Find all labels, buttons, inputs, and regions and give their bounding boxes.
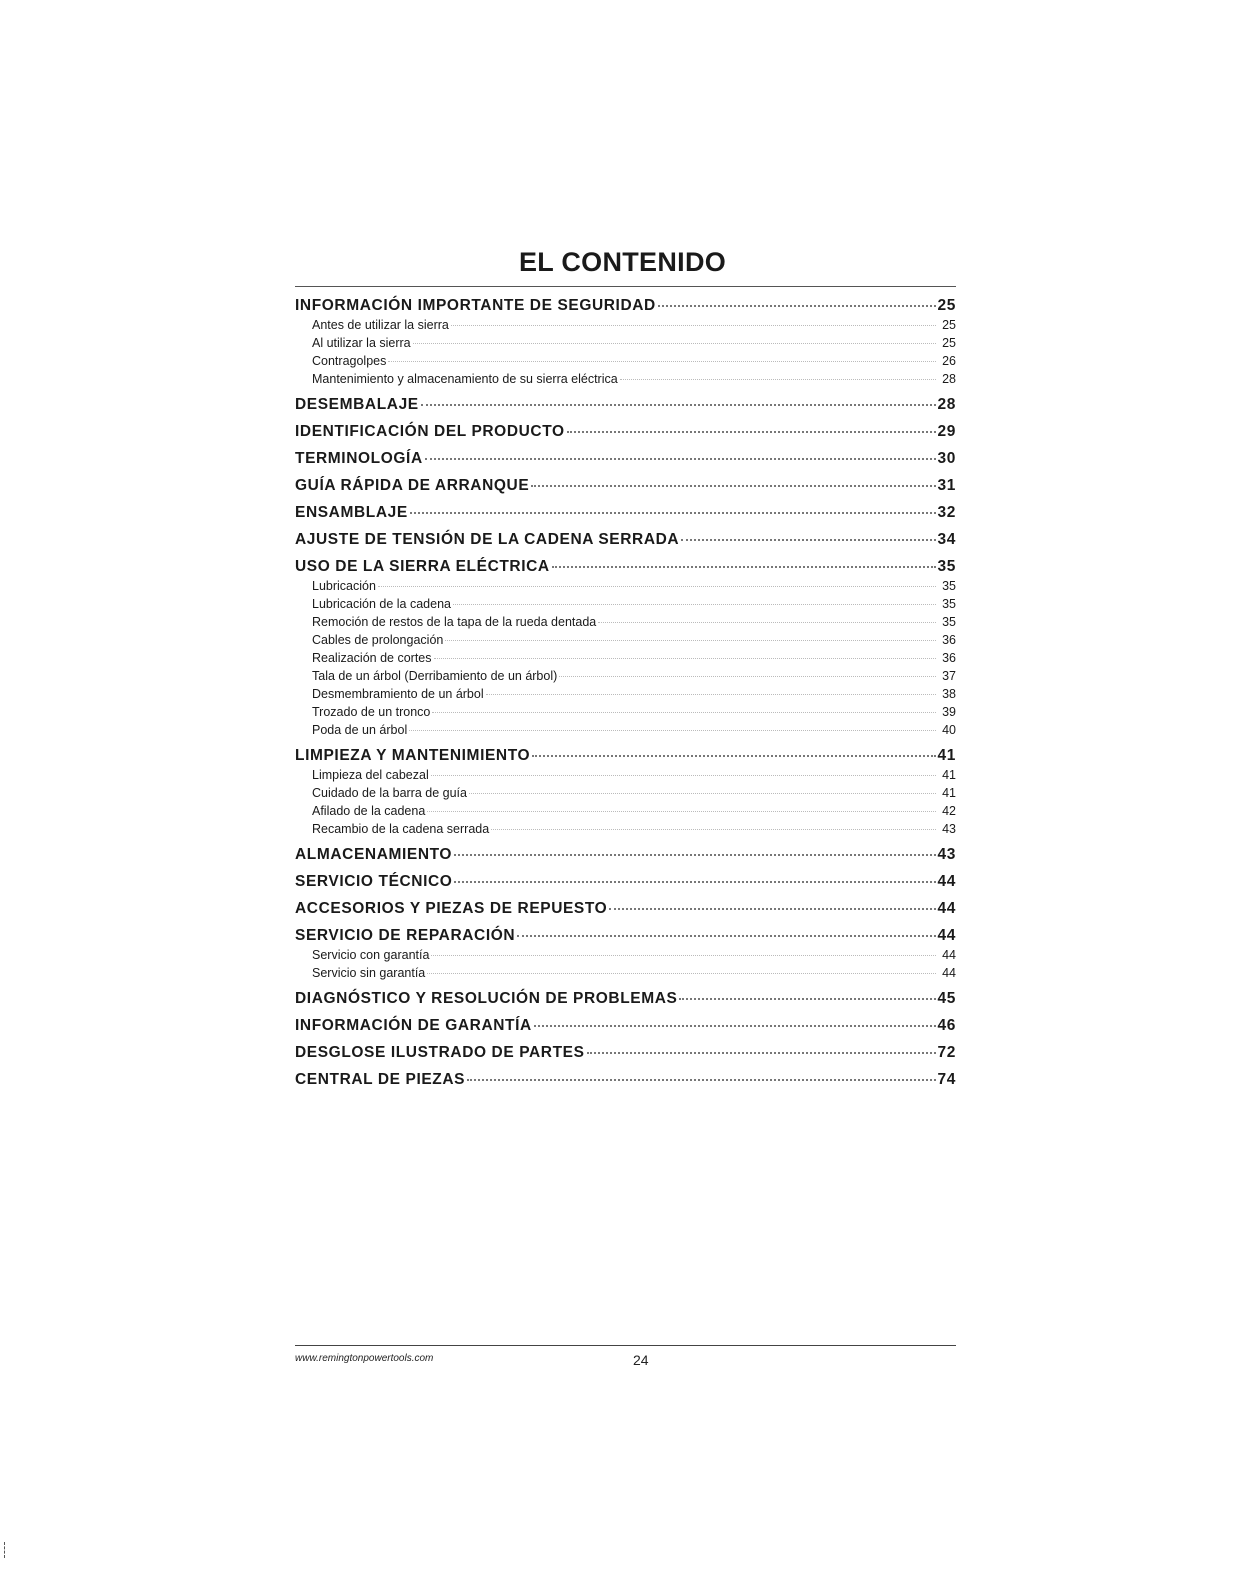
dot-leader <box>432 712 936 713</box>
toc-section-entry <box>295 989 956 1009</box>
dot-leader <box>388 361 936 362</box>
dot-leader <box>434 658 936 659</box>
toc-section-entry <box>295 1070 956 1090</box>
footer-page-number: 24 <box>633 1352 649 1368</box>
toc-entry-label: Lubricación de la cadena <box>312 597 451 611</box>
dot-leader <box>431 955 936 956</box>
toc-subsection-entry <box>295 802 956 820</box>
toc-entry-page: 32 <box>937 504 956 521</box>
toc-entry-page: 36 <box>942 633 956 647</box>
toc-subsection-entry <box>295 613 956 631</box>
dot-leader <box>620 379 936 380</box>
toc-entry-page: 26 <box>942 354 956 368</box>
toc-subsection-entry <box>295 766 956 784</box>
dot-leader <box>531 485 935 487</box>
toc-section-entry <box>295 476 956 496</box>
toc-subsection-entry <box>295 667 956 685</box>
toc-entry-page: 44 <box>942 948 956 962</box>
toc-section-entry <box>295 422 956 442</box>
toc-section-entry <box>295 1043 956 1063</box>
footer-divider <box>295 1345 956 1346</box>
toc-section-entry <box>295 845 956 865</box>
toc-entry-label: Servicio sin garantía <box>312 966 426 980</box>
dot-leader <box>431 775 936 776</box>
toc-entry-label: AJUSTE DE TENSIÓN DE LA CADENA SERRADA <box>295 531 680 548</box>
toc-entry-page: 28 <box>937 396 956 413</box>
toc-entry-page: 25 <box>942 318 956 332</box>
toc-entry-label: SERVICIO TÉCNICO <box>295 873 453 890</box>
toc-entry-page: 37 <box>942 669 956 683</box>
dot-leader <box>552 566 936 568</box>
dot-leader <box>469 793 936 794</box>
dot-leader <box>467 1079 935 1081</box>
toc-entry-label: Remoción de restos de la tapa de la rueda dentada <box>312 615 597 629</box>
table-of-contents <box>295 296 956 1090</box>
toc-entry-label: SERVICIO DE REPARACIÓN <box>295 927 516 944</box>
toc-entry-page: 74 <box>937 1071 956 1088</box>
dot-leader <box>609 908 935 910</box>
toc-section-entry <box>295 296 956 316</box>
toc-entry-label: DIAGNÓSTICO Y RESOLUCIÓN DE PROBLEMAS <box>295 990 678 1007</box>
toc-entry-label: USO DE LA SIERRA ELÉCTRICA <box>295 558 550 575</box>
toc-entry-label: Limpieza del cabezal <box>312 768 429 782</box>
toc-entry-label: LIMPIEZA Y MANTENIMIENTO <box>295 747 531 764</box>
toc-entry-label: Recambio de la cadena serrada <box>312 822 490 836</box>
dot-leader <box>453 604 936 605</box>
dot-leader <box>427 973 936 974</box>
dot-leader <box>427 811 936 812</box>
toc-entry-page: 44 <box>937 900 956 917</box>
dot-leader <box>454 854 935 856</box>
toc-entry-label: DESGLOSE ILUSTRADO DE PARTES <box>295 1044 585 1061</box>
dot-leader <box>587 1052 936 1054</box>
footer-url: www.remingtonpowertools.com <box>295 1353 434 1364</box>
toc-entry-label: Al utilizar la sierra <box>312 336 411 350</box>
dot-leader <box>413 343 936 344</box>
toc-entry-page: 34 <box>937 531 956 548</box>
dot-leader <box>410 512 936 514</box>
toc-entry-label: DESEMBALAJE <box>295 396 419 413</box>
toc-section-entry <box>295 395 956 415</box>
toc-entry-page: 36 <box>942 651 956 665</box>
toc-section-entry <box>295 503 956 523</box>
toc-entry-page: 44 <box>937 927 956 944</box>
toc-entry-label: Cuidado de la barra de guía <box>312 786 467 800</box>
toc-entry-page: 41 <box>942 768 956 782</box>
toc-entry-label: GUÍA RÁPIDA DE ARRANQUE <box>295 477 530 494</box>
toc-entry-page: 40 <box>942 723 956 737</box>
toc-entry-page: 38 <box>942 687 956 701</box>
dot-leader <box>409 730 936 731</box>
toc-entry-page: 25 <box>942 336 956 350</box>
dot-leader <box>454 881 935 883</box>
page-title: EL CONTENIDO <box>518 247 727 277</box>
dot-leader <box>534 1025 936 1027</box>
toc-subsection-entry <box>295 964 956 982</box>
toc-entry-label: Lubricación <box>312 579 376 593</box>
toc-entry-page: 29 <box>937 423 956 440</box>
toc-entry-page: 41 <box>942 786 956 800</box>
toc-subsection-entry <box>295 352 956 370</box>
toc-entry-label: TERMINOLOGÍA <box>295 450 423 467</box>
toc-entry-page: 35 <box>942 597 956 611</box>
dot-leader <box>658 305 936 307</box>
toc-entry-page: 35 <box>942 579 956 593</box>
toc-section-entry <box>295 746 956 766</box>
dot-leader <box>445 640 936 641</box>
dot-leader <box>517 935 935 937</box>
dot-leader <box>532 755 935 757</box>
toc-entry-page: 35 <box>937 558 956 575</box>
toc-subsection-entry <box>295 703 956 721</box>
toc-entry-page: 35 <box>942 615 956 629</box>
toc-entry-label: Poda de un árbol <box>312 723 408 737</box>
toc-section-entry <box>295 530 956 550</box>
dot-leader <box>567 431 936 433</box>
toc-entry-page: 30 <box>937 450 956 467</box>
toc-entry-page: 44 <box>942 966 956 980</box>
toc-entry-label: IDENTIFICACIÓN DEL PRODUCTO <box>295 423 565 440</box>
toc-entry-label: Contragolpes <box>312 354 387 368</box>
toc-entry-page: 28 <box>942 372 956 386</box>
toc-entry-label: Trozado de un tronco <box>312 705 431 719</box>
toc-subsection-entry <box>295 334 956 352</box>
toc-entry-label: INFORMACIÓN IMPORTANTE DE SEGURIDAD <box>295 297 656 314</box>
dot-leader <box>491 829 936 830</box>
toc-entry-label: Servicio con garantía <box>312 948 430 962</box>
dot-leader <box>559 676 936 677</box>
dot-leader <box>679 998 935 1000</box>
toc-entry-page: 45 <box>937 990 956 1007</box>
toc-entry-label: Mantenimiento y almacenamiento de su sierra eléctrica <box>312 372 618 386</box>
toc-entry-page: 43 <box>942 822 956 836</box>
toc-entry-page: 39 <box>942 705 956 719</box>
toc-entry-page: 44 <box>937 873 956 890</box>
toc-section-entry <box>295 557 956 577</box>
toc-entry-page: 25 <box>937 297 956 314</box>
toc-subsection-entry <box>295 370 956 388</box>
toc-subsection-entry <box>295 820 956 838</box>
toc-entry-page: 41 <box>937 747 956 764</box>
dot-leader <box>425 458 936 460</box>
dot-leader <box>378 586 936 587</box>
toc-subsection-entry <box>295 316 956 334</box>
toc-entry-label: Antes de utilizar la sierra <box>312 318 449 332</box>
toc-subsection-entry <box>295 685 956 703</box>
dot-leader <box>486 694 936 695</box>
toc-section-entry <box>295 926 956 946</box>
toc-entry-label: Afilado de la cadena <box>312 804 426 818</box>
margin-mark <box>4 1542 6 1558</box>
toc-entry-label: INFORMACIÓN DE GARANTÍA <box>295 1017 532 1034</box>
toc-entry-page: 42 <box>942 804 956 818</box>
toc-entry-label: Desmembramiento de un árbol <box>312 687 484 701</box>
toc-subsection-entry <box>295 595 956 613</box>
toc-entry-label: ALMACENAMIENTO <box>295 846 453 863</box>
dot-leader <box>451 325 936 326</box>
toc-section-entry <box>295 449 956 469</box>
toc-subsection-entry <box>295 631 956 649</box>
toc-entry-label: Cables de prolongación <box>312 633 444 647</box>
toc-entry-label: ACCESORIOS Y PIEZAS DE REPUESTO <box>295 900 608 917</box>
toc-section-entry <box>295 899 956 919</box>
toc-entry-label: Tala de un árbol (Derribamiento de un árbol) <box>312 669 558 683</box>
toc-subsection-entry <box>295 946 956 964</box>
dot-leader <box>598 622 936 623</box>
toc-section-entry <box>295 1016 956 1036</box>
toc-entry-page: 46 <box>937 1017 956 1034</box>
toc-subsection-entry <box>295 649 956 667</box>
toc-entry-label: Realización de cortes <box>312 651 432 665</box>
dot-leader <box>681 539 935 541</box>
title-divider <box>295 286 956 287</box>
toc-entry-page: 72 <box>937 1044 956 1061</box>
toc-section-entry <box>295 872 956 892</box>
toc-entry-label: ENSAMBLAJE <box>295 504 408 521</box>
toc-subsection-entry <box>295 577 956 595</box>
dot-leader <box>421 404 936 406</box>
toc-entry-page: 43 <box>937 846 956 863</box>
toc-subsection-entry <box>295 784 956 802</box>
toc-entry-label: CENTRAL DE PIEZAS <box>295 1071 466 1088</box>
toc-entry-page: 31 <box>937 477 956 494</box>
toc-subsection-entry <box>295 721 956 739</box>
